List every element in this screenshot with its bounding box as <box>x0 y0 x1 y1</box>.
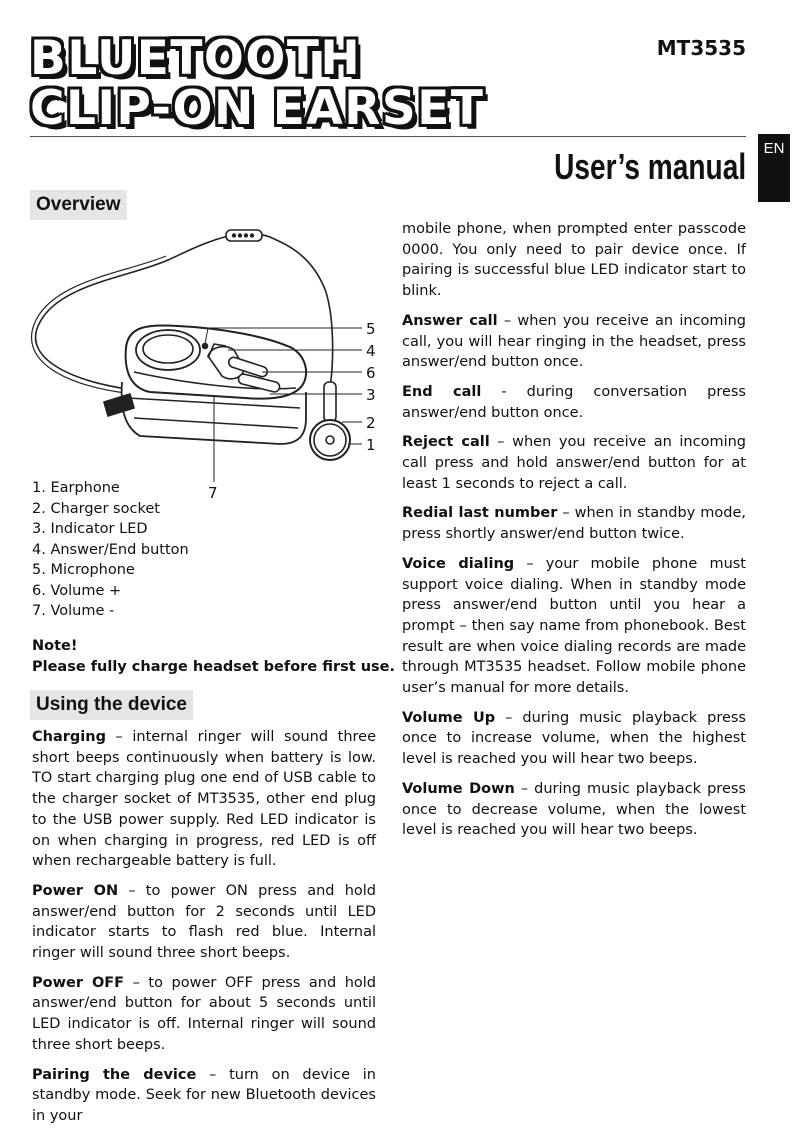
paragraph-power-on <box>32 881 376 964</box>
term-volume-down: Volume Down <box>402 780 515 797</box>
paragraph-charging <box>32 727 376 872</box>
right-column <box>402 219 746 850</box>
text-charging: – internal ringer will sound three short beeps continuously when battery is low. TO start charging plug one end of USB cable to the charger socket of MT3535, other end plug to the USB power supply. Red LED indicator is on when charging in progress, red LED is off when rechargeable battery is full. <box>32 729 376 870</box>
using-heading: Using the device <box>30 690 193 720</box>
left-column <box>32 727 376 1136</box>
callout-2: 2 <box>366 414 376 432</box>
term-reject-call: Reject call <box>402 434 490 451</box>
headset-diagram <box>30 222 380 502</box>
text-end-call: - during conversation press answer/end button once. <box>402 383 746 421</box>
paragraph-pairing <box>32 1065 376 1127</box>
text-power-on: – to power ON press and hold answer/end button for 2 seconds until LED indicator starts to flash red blue. Internal ringer will sound three short beeps. <box>32 882 376 962</box>
earphone-stem <box>324 382 336 422</box>
paragraph-reject-call <box>402 432 746 494</box>
term-voice-dialing: Voice dialing <box>402 555 515 572</box>
callout-3: 3 <box>366 386 376 404</box>
text-answer-call: – when you receive an incoming call, you will hear ringing in the headset, press answer/end button once. <box>402 312 746 371</box>
text-volume-down: – during music playback press once to decrease volume, when the lowest level is reached you will hear two beeps. <box>402 780 746 839</box>
paragraph-volume-up <box>402 708 746 770</box>
list-item: 6. Volume + <box>32 582 122 599</box>
callout-7: 7 <box>208 484 218 502</box>
list-item: 2. Charger socket <box>32 500 160 517</box>
note-text: Please fully charge headset before first use. <box>32 658 396 675</box>
manual-title: User’s manual <box>554 146 746 187</box>
model-number: MT3535 <box>656 36 746 60</box>
term-answer-call: Answer call <box>402 312 498 329</box>
callout-1: 1 <box>366 436 376 454</box>
title-line-1: BLUETOOTH <box>30 31 362 86</box>
language-label: EN <box>763 140 785 157</box>
paragraph-answer-call <box>402 311 746 373</box>
text-volume-up: – during music playback press once to increase volume, when the highest level is reached you will hear two beeps. <box>402 709 746 768</box>
paragraph-pairing-cont <box>402 219 746 302</box>
callout-5: 5 <box>366 320 376 338</box>
callout-6: 6 <box>366 364 376 382</box>
callout-4: 4 <box>366 342 376 360</box>
product-title <box>30 31 550 136</box>
header-divider <box>30 136 746 137</box>
paragraph-redial <box>402 503 746 544</box>
list-item: 4. Answer/End button <box>32 541 189 558</box>
text-pairing: – turn on device in standby mode. Seek for new Bluetooth devices in your <box>32 1066 376 1124</box>
text-reject-call: – when you receive an incoming call press and hold answer/end button for at least 1 seconds to reject a call. <box>402 434 746 492</box>
list-item: 7. Volume - <box>32 603 115 619</box>
language-tab <box>758 134 790 202</box>
overview-heading: Overview <box>30 190 127 220</box>
paragraph-power-off <box>32 973 376 1056</box>
title-line-2: CLIP-ON EARSET <box>30 81 485 136</box>
note-title: Note! <box>32 638 78 654</box>
parts-list <box>32 478 189 622</box>
term-end-call: End call <box>402 383 482 400</box>
paragraph-end-call <box>402 382 746 423</box>
term-charging: Charging <box>32 729 106 745</box>
text-power-off: – to power OFF press and hold answer/end button for about 5 seconds until LED indicator is off. Internal ringer will sound three short beeps. <box>32 974 377 1053</box>
text-voice-dialing: – your mobile phone must support voice dialing. When in standby mode press answer/end button until you hear a prompt – then say name from phonebook. Best result are when voice dialing records are made through MT3535 headset. Follow mobile phone user’s manual for more details. <box>402 555 746 697</box>
microphone-disk <box>136 330 200 370</box>
text-redial: – when in standby mode, press shortly answer/end button twice. <box>402 505 746 543</box>
earphone <box>310 420 350 460</box>
term-pairing: Pairing the device <box>32 1066 197 1083</box>
indicator-led <box>203 344 208 349</box>
term-volume-up: Volume Up <box>402 709 496 726</box>
term-power-on: Power ON <box>32 882 119 899</box>
term-power-off: Power OFF <box>32 974 125 991</box>
paragraph-volume-down <box>402 779 746 841</box>
list-item: 5. Microphone <box>32 562 135 578</box>
term-redial: Redial last number <box>402 505 558 522</box>
list-item: 1. Earphone <box>32 480 120 496</box>
note-block <box>32 636 395 677</box>
list-item: 3. Indicator LED <box>32 521 148 537</box>
paragraph-voice-dialing <box>402 554 746 699</box>
text-pairing-cont: mobile phone, when prompted enter passcode 0000. You only need to pair device once. If pairing is successful blue LED indicator start to blink. <box>402 221 746 300</box>
